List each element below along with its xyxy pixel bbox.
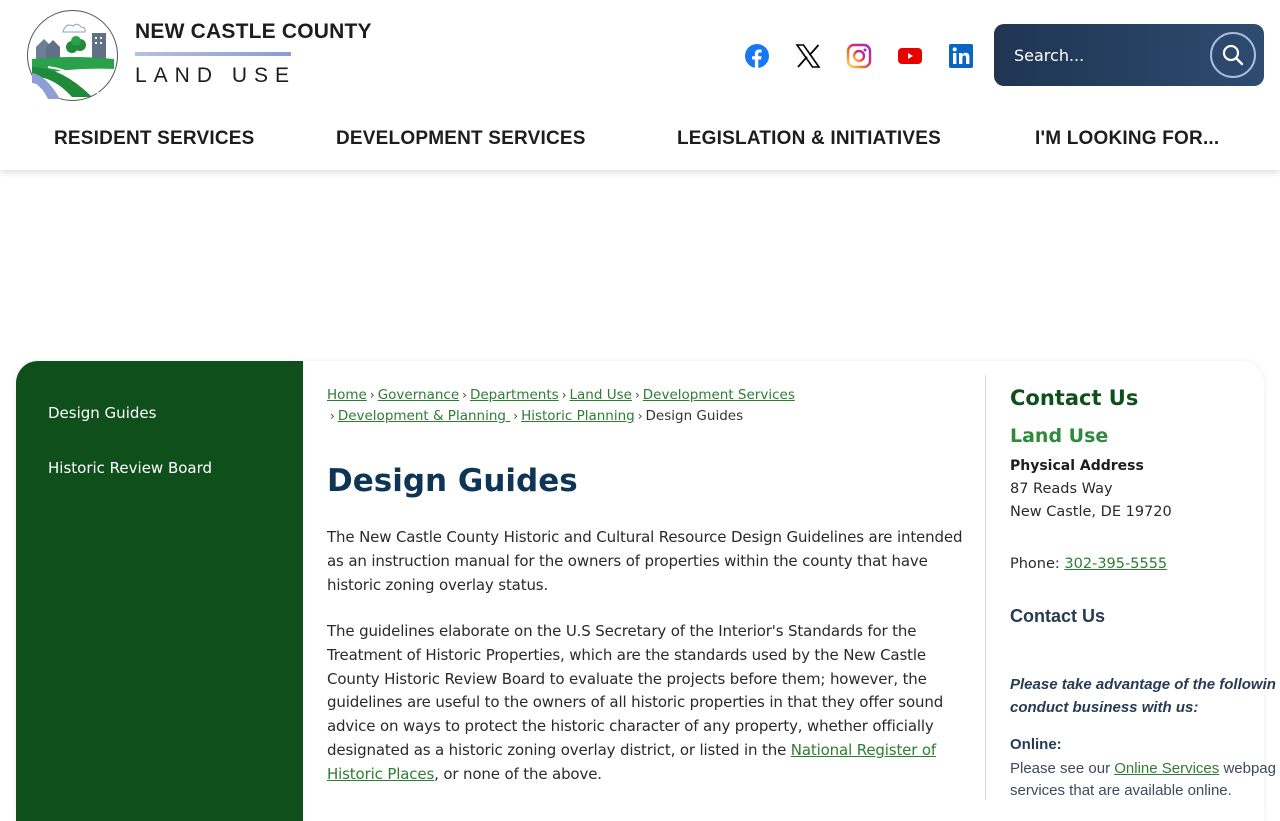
x-twitter-icon [795,43,821,69]
breadcrumb-separator: › [634,388,640,402]
phone-line [1010,556,1167,572]
search-icon [1221,43,1245,67]
sidebar-item-design-guides[interactable]: Design Guides [48,404,157,422]
linkedin-link[interactable] [947,42,975,70]
guidelines-text: The guidelines elaborate on the U.S Secretary of the Interior's Standards for the Treatment of Historic Properties, which are the standards used by the New Castle County Historic Review Board to evaluate the projects before them; however, the guidelines are useful to the owners of all historic properties in that they offer sound advice on ways to protect the historic character of any property, whether officially designated as a historic zoning overlay district, or listed in the [327,622,944,759]
breadcrumb-departments[interactable]: Departments [469,387,559,403]
linkedin-icon [948,43,974,69]
sidebar [16,361,303,821]
column-divider [985,375,986,800]
online-text-pre: Please see our [1010,760,1115,777]
address-line1: 87 Reads Way [1010,481,1113,497]
page-title: Design Guides [327,463,578,499]
youtube-icon [897,43,923,69]
contact-widget [1010,600,1280,800]
breadcrumb-separator: › [637,409,643,423]
phone-label: Phone: [1010,556,1065,572]
nav-legislation-initiatives[interactable]: LEGISLATION & INITIATIVES [677,128,941,149]
facebook-link[interactable] [743,42,771,70]
guidelines-paragraph [327,620,967,787]
logo-emblem-icon [26,9,119,102]
breadcrumb-development-services[interactable]: Development Services [642,387,795,403]
intro-paragraph: The New Castle County Historic and Cultural Resource Design Guidelines are intended as an instruction manual for the owners of properties within the county that have historic zoning overlay status. [327,528,963,594]
youtube-link[interactable] [896,42,924,70]
guidelines-tail: , or none of the above. [434,764,602,783]
breadcrumb-home[interactable]: Home [327,387,367,403]
search-input[interactable] [1014,42,1194,68]
breadcrumb-separator: › [513,409,519,423]
national-register-link[interactable]: National Register of Historic Places [327,740,937,783]
instagram-icon [846,43,872,69]
brand-subtitle: LAND USE [135,64,297,87]
facebook-icon [744,43,770,69]
online-text [1010,758,1276,800]
widget-title: Contact Us [1010,606,1106,626]
online-label: Online: [1010,736,1062,753]
search-button[interactable] [1210,32,1256,78]
breadcrumb [327,385,967,427]
widget-intro-line2: conduct business with us: [1010,699,1199,716]
nav-im-looking-for[interactable]: I'M LOOKING FOR... [1035,128,1220,149]
breadcrumb-separator: › [462,388,467,402]
contact-department[interactable]: Land Use [1010,425,1109,447]
brand-title: NEW CASTLE COUNTY [135,20,372,43]
breadcrumb-current: Design Guides [645,408,744,424]
brand-divider [135,52,291,56]
main-nav [0,128,1280,154]
breadcrumb-separator: › [369,388,375,402]
nav-development-services[interactable]: DEVELOPMENT SERVICES [336,128,586,149]
breadcrumb-separator: › [561,388,567,402]
widget-intro-line1: Please take advantage of the followin [1010,676,1276,693]
site-header [0,0,1280,170]
search-bar [994,24,1264,86]
contact-title: Contact Us [1010,386,1139,410]
county-logo[interactable] [26,9,119,102]
online-text-post: webpag [1219,760,1276,777]
breadcrumb-historic-planning[interactable]: Historic Planning [521,408,635,424]
instagram-link[interactable] [845,42,873,70]
address-line2: New Castle, DE 19720 [1010,504,1172,520]
breadcrumb-separator: › [330,409,335,423]
breadcrumb-land-use[interactable]: Land Use [569,387,632,403]
address-label: Physical Address [1010,458,1144,474]
widget-intro [1010,673,1276,719]
nav-resident-services[interactable]: RESIDENT SERVICES [54,128,255,149]
phone-link[interactable]: 302-395-5555 [1064,556,1168,572]
online-services-link[interactable]: Online Services [1114,760,1220,777]
breadcrumb-development-planning[interactable]: Development & Planning [337,408,511,424]
online-text-line2: services that are available online. [1010,782,1232,799]
x-twitter-link[interactable] [794,42,822,70]
sidebar-item-historic-review-board[interactable]: Historic Review Board [48,459,213,477]
breadcrumb-governance[interactable]: Governance [377,387,460,403]
